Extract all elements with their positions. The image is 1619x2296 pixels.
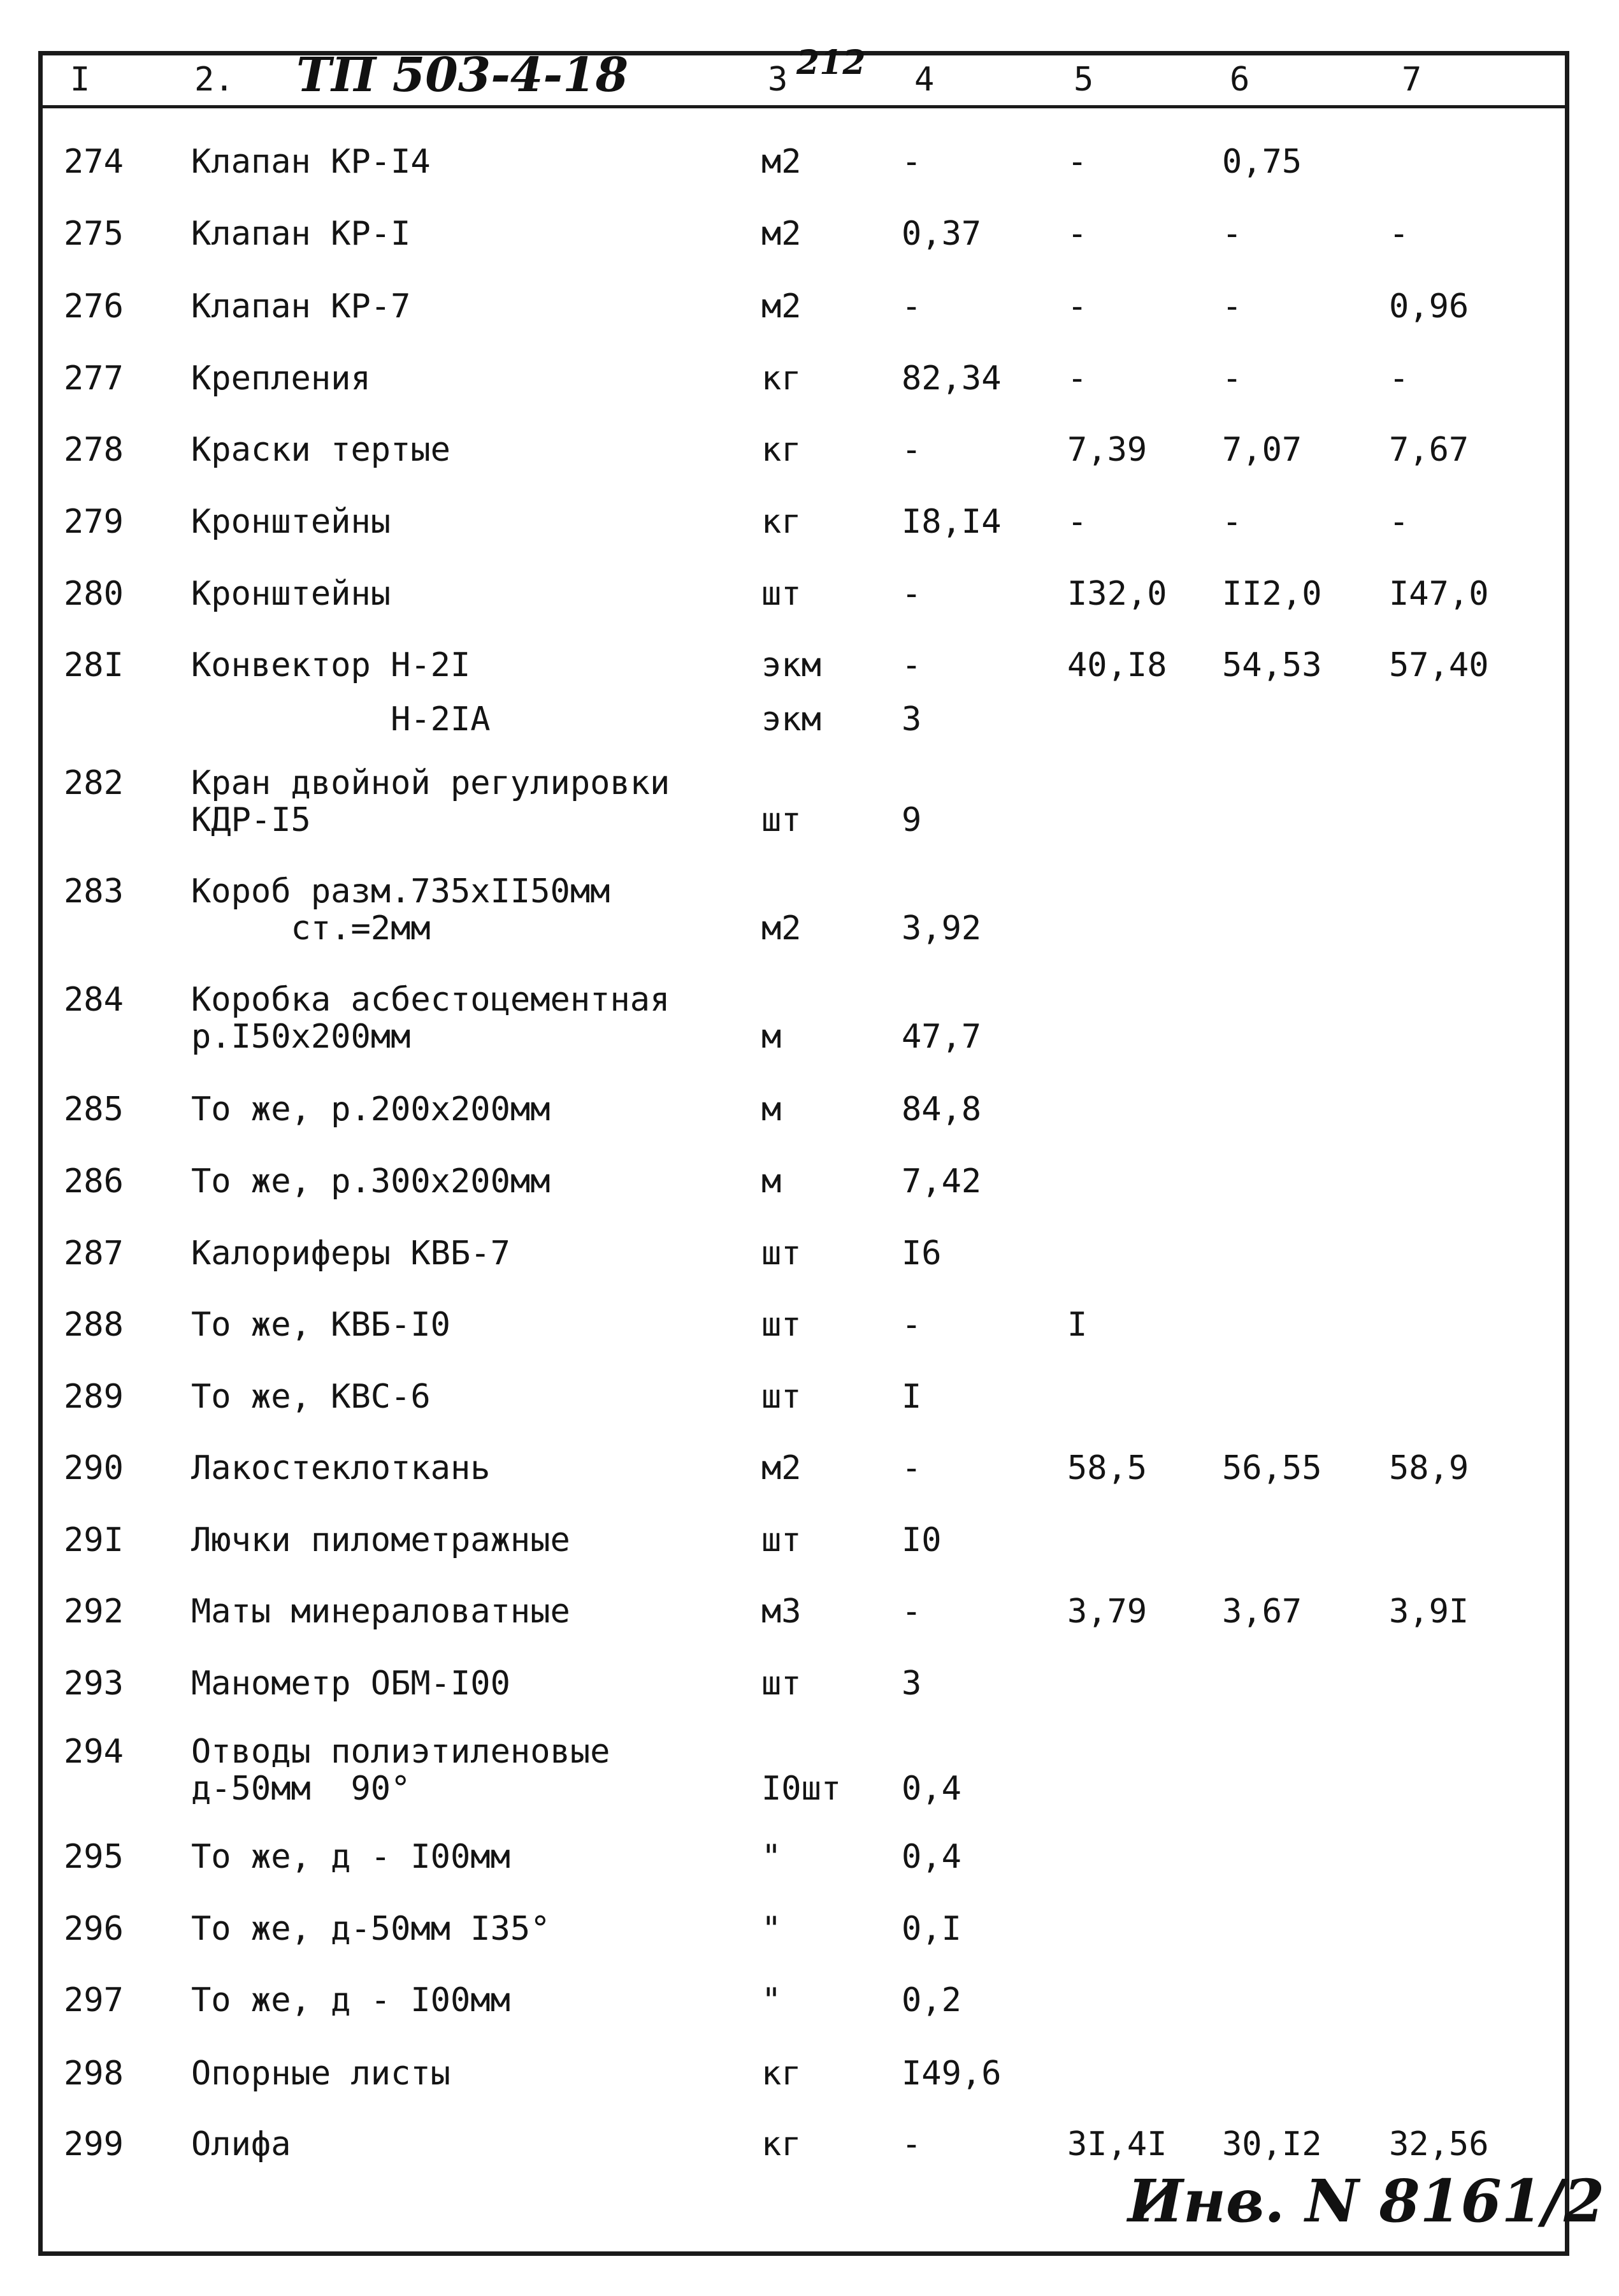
unit: шт — [761, 1306, 802, 1344]
col-header-4: 4 — [914, 61, 935, 99]
row-number: 282 — [64, 764, 124, 802]
value-col4: - — [902, 575, 922, 613]
unit: шт — [761, 1664, 802, 1703]
item-name: Манометр ОБМ-I00 — [191, 1664, 510, 1703]
value-col5: 58,5 — [1067, 1449, 1148, 1487]
value-col7: 58,9 — [1389, 1449, 1469, 1487]
unit: шт — [761, 801, 802, 839]
col-header-6: 6 — [1230, 61, 1250, 99]
unit: кг — [761, 2054, 802, 2093]
value-col5: - — [1067, 143, 1088, 181]
table-row — [0, 1235, 1619, 1299]
row-number: 276 — [64, 287, 124, 326]
value-col7: 3,9I — [1389, 1592, 1469, 1631]
table-row — [0, 1733, 1619, 1808]
item-name: Клапан КР-I — [191, 215, 411, 253]
value-col4: 0,37 — [902, 215, 982, 253]
table-row — [0, 1091, 1619, 1155]
value-col4: 3 — [902, 1664, 922, 1703]
row-number: 275 — [64, 215, 124, 253]
value-col5: - — [1067, 215, 1088, 253]
value-col4: - — [902, 1306, 922, 1344]
item-name: Конвектор Н-2I — [191, 646, 471, 684]
item-name: Кронштейны — [191, 575, 391, 613]
unit: м — [761, 1090, 782, 1129]
item-name: Отводы полиэтиленовые д-50мм 90° — [191, 1733, 610, 1808]
value-col4: - — [902, 1592, 922, 1631]
table-row — [0, 2055, 1619, 2119]
row-number: 294 — [64, 1733, 124, 1771]
value-col4: I8,I4 — [902, 503, 1002, 541]
unit: " — [761, 1981, 782, 2019]
value-col5: 40,I8 — [1067, 646, 1167, 684]
col-header-1: I — [70, 61, 90, 99]
row-number: 279 — [64, 503, 124, 541]
unit: м3 — [761, 1592, 802, 1631]
table-row — [0, 1593, 1619, 1657]
value-col5: 3,79 — [1067, 1592, 1148, 1631]
value-col4: - — [902, 287, 922, 326]
item-name: Опорные листы — [191, 2054, 450, 2093]
table-row — [0, 431, 1619, 495]
unit: экм — [761, 646, 821, 684]
unit: м — [761, 1018, 782, 1056]
item-name: Маты минераловатные — [191, 1592, 570, 1631]
value-col4: - — [902, 646, 922, 684]
unit: кг — [761, 503, 802, 541]
row-number: 277 — [64, 359, 124, 398]
value-col4: 0,I — [902, 1910, 961, 1948]
value-col6: 3,67 — [1222, 1592, 1302, 1631]
row-number: 285 — [64, 1090, 124, 1129]
table-row — [0, 1982, 1619, 2046]
unit: кг — [761, 2125, 802, 2163]
value-col4: 9 — [902, 801, 922, 839]
unit: шт — [761, 575, 802, 613]
table-row — [0, 1665, 1619, 1729]
unit: шт — [761, 1234, 802, 1273]
unit: м2 — [761, 215, 802, 253]
value-col4: I0 — [902, 1521, 942, 1559]
value-col6: - — [1222, 503, 1242, 541]
unit: I0шт — [761, 1770, 842, 1808]
value-col7: 32,56 — [1389, 2125, 1489, 2163]
item-name: Кронштейны — [191, 503, 391, 541]
table-row — [0, 503, 1619, 567]
col-header-2: 2. — [194, 61, 234, 99]
item-name: Н-2IА — [191, 700, 491, 739]
item-name: Калориферы КВБ-7 — [191, 1234, 510, 1273]
value-col6: 56,55 — [1222, 1449, 1322, 1487]
row-number: 287 — [64, 1234, 124, 1273]
col-header-5: 5 — [1074, 61, 1094, 99]
header-underline — [38, 105, 1569, 108]
row-number: 274 — [64, 143, 124, 181]
value-col4: I49,6 — [902, 2054, 1002, 2093]
row-number: 288 — [64, 1306, 124, 1344]
value-col4: - — [902, 2125, 922, 2163]
item-name: То же, д - I00мм — [191, 1981, 510, 2019]
table-row — [0, 1838, 1619, 1902]
value-col7: 0,96 — [1389, 287, 1469, 326]
table-row — [0, 575, 1619, 639]
item-name: То же, д-50мм I35° — [191, 1910, 550, 1948]
item-name: Олифа — [191, 2125, 291, 2163]
item-name: Лакостеклоткань — [191, 1449, 491, 1487]
value-col4: 84,8 — [902, 1090, 982, 1129]
item-name: То же, КВС-6 — [191, 1378, 431, 1416]
row-number: 293 — [64, 1664, 124, 1703]
value-col4: 0,2 — [902, 1981, 961, 2019]
table-row — [0, 360, 1619, 424]
unit: кг — [761, 359, 802, 398]
inventory-note: Инв. N 8161/2 — [1128, 2167, 1605, 2235]
value-col5: - — [1067, 359, 1088, 398]
value-col7: - — [1389, 359, 1409, 398]
value-col5: 7,39 — [1067, 431, 1148, 469]
row-number: 299 — [64, 2125, 124, 2163]
table-row — [0, 1910, 1619, 1974]
table-row — [0, 143, 1619, 207]
col-header-3: 3 — [768, 61, 788, 99]
table-row — [0, 215, 1619, 279]
table-row — [0, 701, 1619, 765]
value-col5: I32,0 — [1067, 575, 1167, 613]
value-col4: 0,4 — [902, 1770, 961, 1808]
unit: м2 — [761, 287, 802, 326]
value-col6: 0,75 — [1222, 143, 1302, 181]
table-row — [0, 1163, 1619, 1227]
item-name: Лючки пилометражные — [191, 1521, 570, 1559]
value-col4: I6 — [902, 1234, 942, 1273]
row-number: 289 — [64, 1378, 124, 1416]
value-col5: 3I,4I — [1067, 2125, 1167, 2163]
item-name: Кран двойной регулировки КДР-I5 — [191, 764, 670, 839]
value-col5: - — [1067, 287, 1088, 326]
table-row — [0, 1378, 1619, 1442]
item-name: Крепления — [191, 359, 371, 398]
item-name: То же, КВБ-I0 — [191, 1306, 450, 1344]
row-number: 283 — [64, 872, 124, 911]
value-col4: 7,42 — [902, 1162, 982, 1201]
item-name: Краски тертые — [191, 431, 450, 469]
value-col6: - — [1222, 215, 1242, 253]
value-col4: 47,7 — [902, 1018, 982, 1056]
value-col6: 54,53 — [1222, 646, 1322, 684]
row-number: 292 — [64, 1592, 124, 1631]
unit: м2 — [761, 143, 802, 181]
value-col4: 3 — [902, 700, 922, 739]
value-col4: 3,92 — [902, 909, 982, 948]
unit: экм — [761, 700, 821, 739]
value-col4: 0,4 — [902, 1838, 961, 1876]
table-row — [0, 981, 1619, 1056]
value-col5: I — [1067, 1306, 1088, 1344]
table-row — [0, 288, 1619, 352]
item-name: То же, д - I00мм — [191, 1838, 510, 1876]
value-col7: I47,0 — [1389, 575, 1489, 613]
item-name: Короб разм.735хII50мм ст.=2мм — [191, 872, 610, 948]
row-number: 278 — [64, 431, 124, 469]
item-name: То же, р.200х200мм — [191, 1090, 550, 1129]
table-row — [0, 764, 1619, 839]
value-col4: - — [902, 143, 922, 181]
row-number: 286 — [64, 1162, 124, 1201]
table-row — [0, 1306, 1619, 1370]
row-number: 290 — [64, 1449, 124, 1487]
row-number: 296 — [64, 1910, 124, 1948]
unit: кг — [761, 431, 802, 469]
value-col4: - — [902, 431, 922, 469]
value-col7: 7,67 — [1389, 431, 1469, 469]
table-row — [0, 872, 1619, 948]
unit: шт — [761, 1378, 802, 1416]
table-row — [0, 1522, 1619, 1585]
unit: м2 — [761, 1449, 802, 1487]
value-col6: II2,0 — [1222, 575, 1322, 613]
value-col6: - — [1222, 359, 1242, 398]
value-col7: - — [1389, 215, 1409, 253]
item-name: Клапан КР-7 — [191, 287, 411, 326]
row-number: 295 — [64, 1838, 124, 1876]
unit: шт — [761, 1521, 802, 1559]
value-col4: - — [902, 1449, 922, 1487]
value-col7: - — [1389, 503, 1409, 541]
item-name: Коробка асбестоцементная р.I50х200мм — [191, 981, 670, 1056]
unit: м — [761, 1162, 782, 1201]
item-name: То же, р.300х200мм — [191, 1162, 550, 1201]
value-col6: - — [1222, 287, 1242, 326]
value-col6: 30,I2 — [1222, 2125, 1322, 2163]
unit: " — [761, 1910, 782, 1948]
page-number: 212 — [796, 43, 866, 82]
col-header-7: 7 — [1402, 61, 1422, 99]
row-number: 28I — [64, 646, 124, 684]
table-row — [0, 1450, 1619, 1513]
row-number: 29I — [64, 1521, 124, 1559]
row-number: 280 — [64, 575, 124, 613]
value-col7: 57,40 — [1389, 646, 1489, 684]
row-number: 284 — [64, 981, 124, 1019]
doc-code: ТП 503-4-18 — [296, 48, 629, 103]
item-name: Клапан КР-I4 — [191, 143, 431, 181]
value-col6: 7,07 — [1222, 431, 1302, 469]
row-number: 297 — [64, 1981, 124, 2019]
value-col5: - — [1067, 503, 1088, 541]
value-col4: 82,34 — [902, 359, 1002, 398]
unit: " — [761, 1838, 782, 1876]
value-col4: I — [902, 1378, 922, 1416]
unit: м2 — [761, 909, 802, 948]
row-number: 298 — [64, 2054, 124, 2093]
